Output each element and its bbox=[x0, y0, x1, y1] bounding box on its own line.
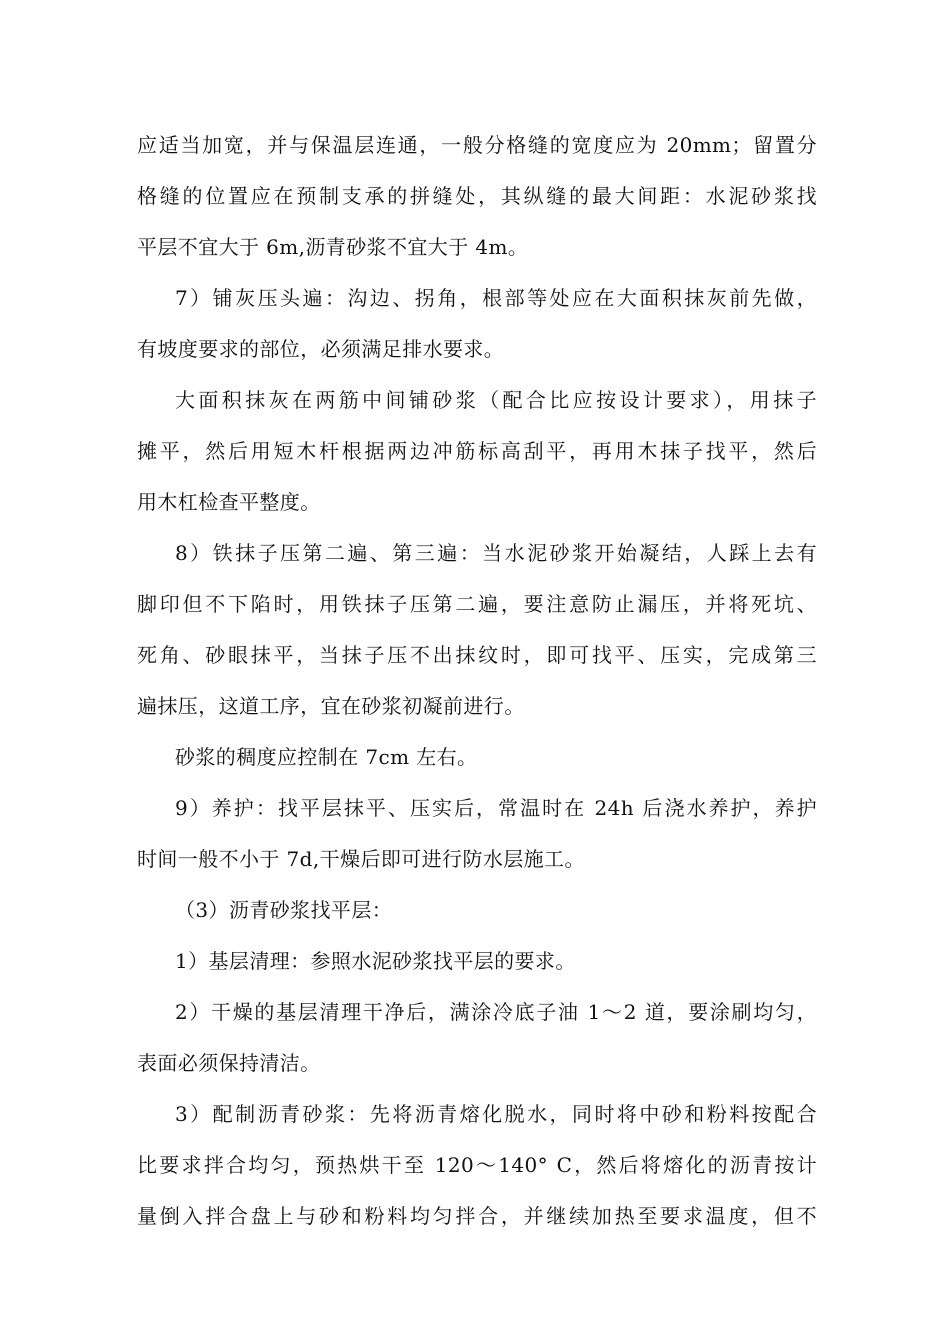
text-line: 死角、砂眼抹平，当抹子压不出抹纹时，即可找平、压实，完成第三 bbox=[137, 643, 817, 667]
text-line: 量倒入拌合盘上与砂和粉料均匀拌合，并继续加热至要求温度，但不 bbox=[137, 1204, 817, 1228]
text-line: 1）基层清理：参照水泥砂浆找平层的要求。 bbox=[175, 949, 576, 973]
text-line: 时间一般不小于 7d,干燥后即可进行防水层施工。 bbox=[137, 847, 585, 871]
text-line: 砂浆的稠度应控制在 7cm 左右。 bbox=[175, 745, 478, 769]
text-line: 用木杠检查平整度。 bbox=[137, 490, 321, 514]
text-line: 脚印但不下陷时，用铁抹子压第二遍，要注意防止漏压，并将死坑、 bbox=[137, 592, 817, 616]
text-line: 摊平，然后用短木杆根据两边冲筋标高刮平，再用木抹子找平，然后 bbox=[137, 439, 817, 463]
text-line: （3）沥青砂浆找平层： bbox=[175, 898, 393, 922]
text-line: 平层不宜大于 6m,沥青砂浆不宜大于 4m。 bbox=[137, 235, 529, 259]
text-line: 9）养护：找平层抹平、压实后，常温时在 24h 后浇水养护，养护 bbox=[175, 796, 817, 820]
text-line: 7）铺灰压头遍：沟边、拐角，根部等处应在大面积抹灰前先做， bbox=[175, 286, 817, 310]
document-body bbox=[137, 127, 817, 1249]
text-line: 比要求拌合均匀，预热烘干至 120～140° C，然后将熔化的沥青按计 bbox=[137, 1153, 817, 1177]
text-line: 2）干燥的基层清理干净后，满涂冷底子油 1～2 道，要涂刷均匀， bbox=[175, 1000, 817, 1024]
text-line: 应适当加宽，并与保温层连通，一般分格缝的宽度应为 20mm；留置分 bbox=[137, 133, 817, 157]
text-line: 3）配制沥青砂浆：先将沥青熔化脱水，同时将中砂和粉料按配合 bbox=[175, 1102, 817, 1126]
text-line: 大面积抹灰在两筋中间铺砂浆（配合比应按设计要求），用抹子 bbox=[175, 388, 817, 412]
text-line: 8）铁抹子压第二遍、第三遍：当水泥砂浆开始凝结，人踩上去有 bbox=[175, 541, 817, 565]
text-line: 遍抹压，这道工序，宜在砂浆初凝前进行。 bbox=[137, 694, 525, 718]
text-line: 表面必须保持清洁。 bbox=[137, 1051, 321, 1075]
text-line: 格缝的位置应在预制支承的拼缝处，其纵缝的最大间距：水泥砂浆找 bbox=[137, 184, 817, 208]
text-line: 有坡度要求的部位，必须满足排水要求。 bbox=[137, 337, 505, 361]
